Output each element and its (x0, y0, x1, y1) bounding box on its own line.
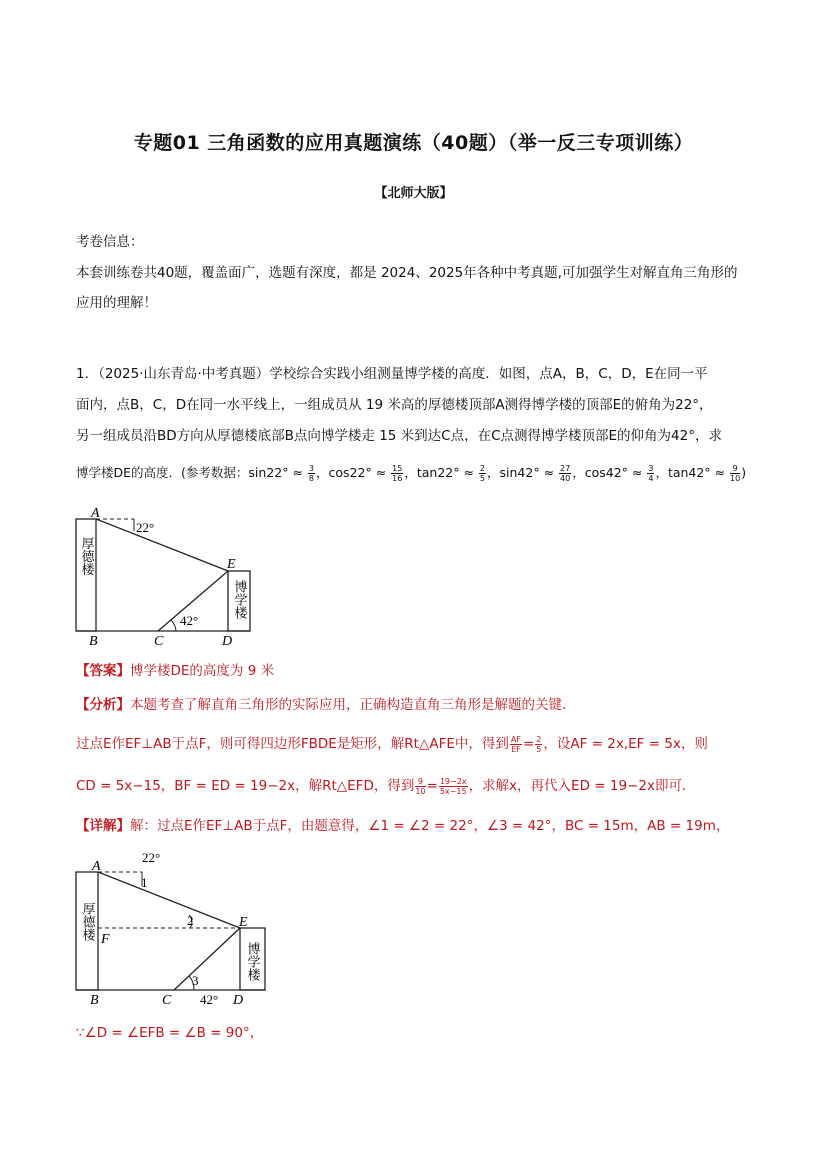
point-a: A (91, 506, 100, 521)
info-line-1: 本套训练卷共40题，覆盖面广，选题有深度，都是 2024、2025年各种中考真题,可加强学生对解直角三角形的 (76, 265, 738, 281)
line-ae (96, 519, 228, 571)
step-line: ∵∠D = ∠EFB = ∠B = 90°， (76, 1025, 264, 1041)
fraction-2-5: $\frac{2}{5}$ (536, 734, 542, 754)
info-label: 考卷信息： (76, 234, 144, 250)
angle-label-bottom: 42° (200, 992, 219, 1007)
fraction-9-10: $\frac{9}{10}$ (415, 776, 426, 796)
reference-fraction: $\frac{3}{4}$ (648, 464, 654, 483)
angle-label-top: 22° (136, 520, 155, 535)
point-f: F (101, 932, 110, 947)
point-a: A (92, 859, 101, 874)
reference-fraction: $\frac{27}{40}$ (560, 464, 571, 483)
reference-fraction: $\frac{15}{16}$ (392, 464, 403, 483)
angle-mark-1: 1 (141, 875, 148, 890)
point-b: B (90, 993, 99, 1008)
info-line-2: 应用的理解！ (76, 295, 157, 311)
building-left-name: 厚德楼 (79, 902, 95, 941)
reference-item: sin22° ≈ $\frac{3}{8}$ ， (248, 464, 329, 483)
point-e: E (239, 915, 248, 930)
detail-line: 【详解】解：过点E作EF⊥AB于点F，由题意得，∠1 = ∠2 = 22°，∠3 = 42°，BC = 15m，AB = 19m， (76, 818, 730, 834)
figure-1 (60, 500, 270, 650)
point-d: D (233, 993, 244, 1008)
angle-label-bottom: 42° (180, 613, 199, 628)
reference-item: cos42° ≈ $\frac{3}{4}$ ， (584, 464, 668, 483)
angle-label-top: 22° (142, 850, 161, 865)
building-right-name: 博学楼 (244, 942, 260, 981)
analysis-line-3: CD = 5x−15，BF = ED = 19−2x，解Rt△EFD，得到 $\frac{9}{10}$ = $\frac{19-2x}{5x-15}$ ，求解x，再代入ED = 19−2x即可． (76, 776, 696, 796)
reference-fraction: $\frac{2}{5}$ (479, 464, 485, 483)
figure-2 (62, 842, 282, 1012)
fraction-expression: $\frac{19-2x}{5x-15}$ (439, 776, 467, 796)
question-line-3: 另一组成员沿BD方向从厚德楼底部B点向博学楼走 15 米到达C点，在C点测得博学楼顶部E的仰角为42°，求 (76, 428, 722, 444)
reference-fraction: $\frac{9}{10}$ (730, 464, 741, 483)
line-ce (174, 928, 240, 990)
analysis-line-2: 过点E作EF⊥AB于点F，则可得四边形FBDE是矩形，解Rt△AFE中，得到 $\frac{AF}{EF}$ = $\frac{2}{5}$ ，设AF = 2x,EF = 5x，则 (76, 734, 708, 754)
angle-mark-3: 3 (192, 973, 199, 988)
line-ae (98, 872, 240, 928)
building-left-name: 厚德楼 (78, 536, 94, 576)
answer-line: 【答案】博学楼DE的高度为 9 米 (76, 663, 275, 679)
point-b: B (89, 634, 98, 649)
reference-item: cos22° ≈ $\frac{15}{16}$ ， (328, 464, 417, 483)
reference-item: tan42° ≈ $\frac{9}{10}$ (667, 464, 741, 483)
building-right-name: 博学楼 (231, 580, 247, 619)
point-e: E (227, 557, 236, 572)
point-c: C (154, 634, 164, 649)
reference-fraction: $\frac{3}{8}$ (308, 464, 314, 483)
analysis-line-1: 【分析】本题考查了解直角三角形的实际应用，正确构造直角三角形是解题的关键． (76, 697, 576, 713)
reference-data (248, 464, 741, 483)
page-title: 专题01 三角函数的应用真题演练（40题）（举一反三专项训练） (133, 132, 694, 154)
question-line-1: 1．（2025·山东青岛·中考真题）学校综合实践小组测量博学楼的高度．如图，点A，B，C，D，E在同一平 (76, 366, 708, 382)
question-line-4: 博学楼DE的高度．(参考数据：sin22° ≈ $\frac{3}{8}$ ，cos22° ≈ $\frac{15}{16}$ ，tan22° ≈ $\frac{2}{5}$ ，sin42° ≈ $\frac{27}{40}$ ，cos42° ≈ $\frac{3}{4}$ ，tan42° ≈ $\frac{9}{10}$ ) (76, 464, 747, 483)
reference-item: tan22° ≈ $\frac{2}{5}$ ， (416, 464, 500, 483)
point-c: C (162, 993, 172, 1008)
fraction-af-ef: $\frac{AF}{EF}$ (510, 734, 521, 754)
angle-mark-2: 2 (187, 913, 194, 928)
question-line-2: 面内，点B，C，D在同一水平线上，一组成员从 19 米高的厚德楼顶部A测得博学楼的顶部E的俯角为22°， (76, 397, 713, 413)
point-d: D (222, 634, 233, 649)
reference-item: sin42° ≈ $\frac{27}{40}$ ， (499, 464, 585, 483)
edition-label: 【北师大版】 (374, 186, 453, 201)
